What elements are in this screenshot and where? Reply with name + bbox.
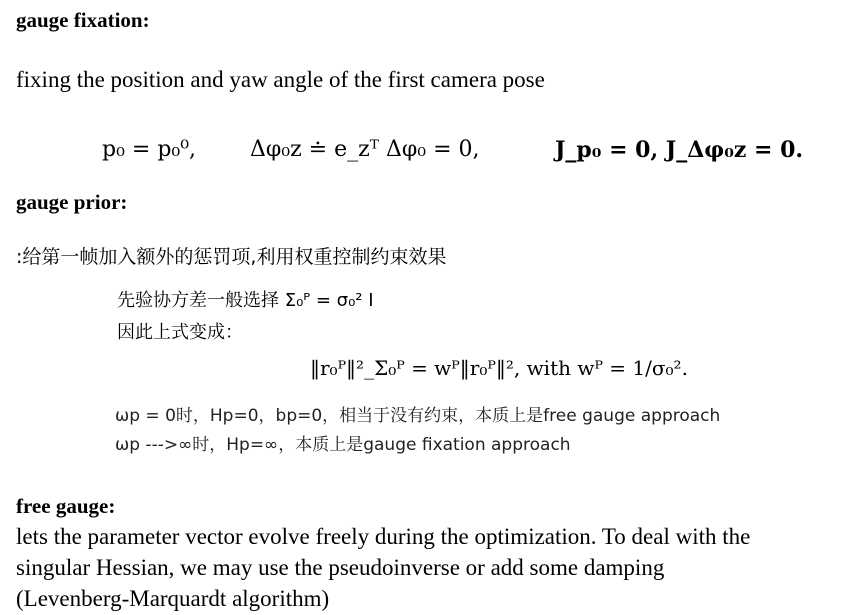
free-gauge-line-1: lets the parameter vector evolve freely during the optimization. To deal with the: [16, 524, 751, 549]
gauge-fixation-description: fixing the position and yaw angle of the first camera pose: [16, 67, 545, 92]
free-gauge-line-3: (Levenberg-Marquardt algorithm): [16, 586, 330, 611]
equation-position-fix: p₀ = p₀⁰,: [102, 137, 197, 162]
equation-yaw-fix: Δφ₀z ≐ e_zᵀ Δφ₀ = 0,: [250, 137, 480, 162]
heading-gauge-prior: gauge prior:: [16, 190, 128, 214]
equation-jacobian-zero: J_p₀ = 0, J_Δφ₀z = 0.: [555, 137, 804, 163]
gauge-prior-notes-image: [105, 280, 805, 460]
heading-gauge-fixation: gauge fixation:: [16, 8, 150, 32]
therefore-line: 因此上式变成：: [117, 322, 243, 343]
heading-free-gauge: free gauge:: [16, 494, 116, 518]
gauge-prior-description: :给第一帧加入额外的惩罚项,利用权重控制约束效果: [16, 246, 447, 268]
weight-zero-note: ωp = 0时，Hp=0，bp=0，相当于没有约束，本质上是free gauge approach: [115, 406, 721, 426]
prior-covariance-line: 先验协方差一般选择 Σ₀ᴾ = σ₀² I: [117, 290, 374, 311]
weighted-residual-formula: ‖r₀ᴾ‖²_Σ₀ᴾ = wᴾ‖r₀ᴾ‖², with wᴾ = 1/σ₀².: [310, 356, 688, 380]
weight-infinity-note: ωp --->∞时，Hp=∞，本质上是gauge fixation approach: [115, 435, 571, 455]
free-gauge-line-2: singular Hessian, we may use the pseudoinverse or add some damping: [16, 555, 665, 580]
